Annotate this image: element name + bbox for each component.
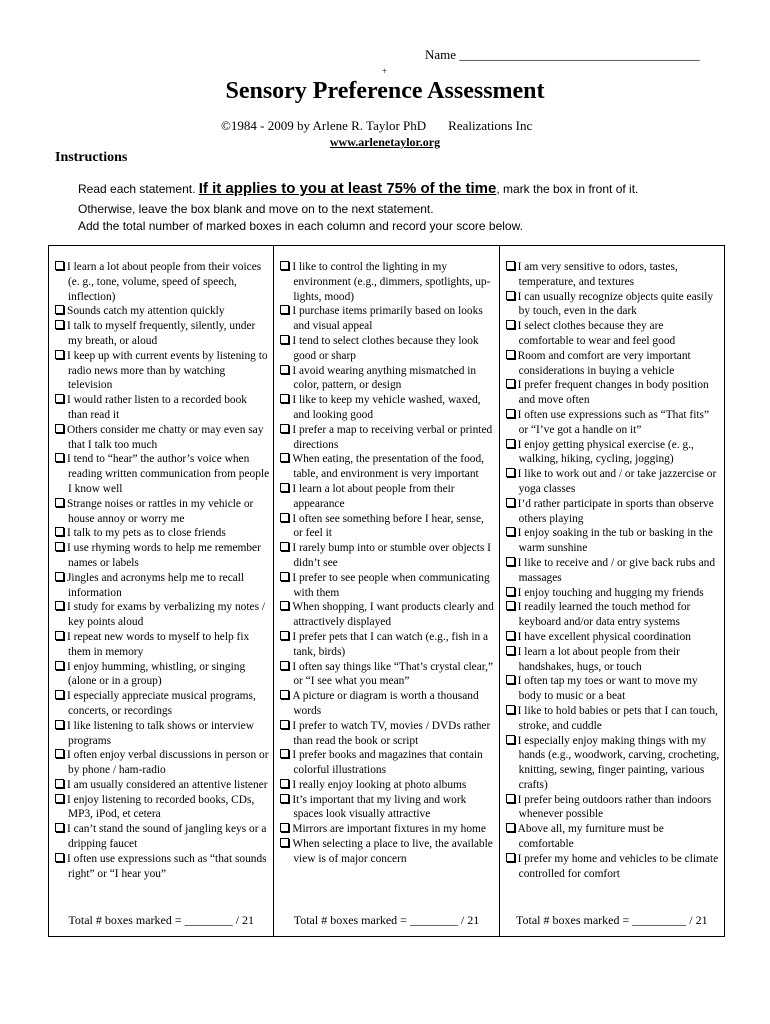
checkbox-icon[interactable]	[55, 661, 64, 670]
checkbox-icon[interactable]	[55, 424, 64, 433]
item-text: I often say things like “That’s crystal clear,” or “I see what you mean”	[292, 660, 494, 688]
item-text: I learn a lot about people from their appearance	[292, 482, 455, 510]
item-text: I repeat new words to myself to help fix them in memory	[67, 630, 250, 658]
checkbox-icon[interactable]	[55, 690, 64, 699]
checklist-item	[280, 423, 494, 453]
item-text: I learn a lot about people from their voices (e. g., tone, volume, speed of speech, inflection)	[67, 261, 262, 303]
checkbox-icon[interactable]	[55, 823, 64, 832]
checkbox-icon[interactable]	[506, 527, 515, 536]
item-text: I prefer frequent changes in body position and move often	[517, 379, 709, 407]
checklist-item	[506, 734, 720, 793]
checklist-item	[55, 423, 269, 453]
organization-name: Realizations Inc	[448, 118, 533, 133]
checklist-item	[55, 600, 269, 630]
item-text: I can’t stand the sound of jangling keys or a dripping faucet	[67, 823, 267, 851]
checklist-item	[506, 556, 720, 586]
checklist-item	[55, 319, 269, 349]
checkbox-icon[interactable]	[55, 853, 64, 862]
checklist-item	[55, 719, 269, 749]
item-text: I tend to “hear” the author’s voice when reading written communication from people I know well	[67, 453, 270, 495]
checklist-item	[55, 304, 269, 319]
item-list	[506, 260, 720, 881]
checklist-item	[506, 586, 720, 601]
instructions-heading: Instructions	[55, 150, 128, 165]
checklist-item	[55, 852, 269, 882]
checklist-item	[280, 452, 494, 482]
checklist-item	[506, 822, 720, 852]
auditory-column	[49, 246, 273, 936]
checklist-item	[55, 349, 269, 393]
checkbox-icon[interactable]	[506, 350, 515, 359]
checkbox-icon[interactable]	[280, 424, 289, 433]
item-text: I enjoy listening to recorded books, CDs, MP3, iPod, et cetera	[67, 793, 255, 821]
checkbox-icon[interactable]	[506, 468, 515, 477]
checklist-item	[506, 260, 720, 290]
checklist-item	[55, 630, 269, 660]
checkbox-icon[interactable]	[280, 394, 289, 403]
checkbox-icon[interactable]	[55, 542, 64, 551]
item-text: I purchase items primarily based on looks and visual appeal	[292, 305, 483, 333]
checklist-item	[280, 600, 494, 630]
checkbox-icon[interactable]	[506, 379, 515, 388]
checklist-item	[506, 793, 720, 823]
checklist-item	[506, 349, 720, 379]
checklist-item	[55, 748, 269, 778]
item-text: I tend to select clothes because they look good or sharp	[292, 334, 479, 362]
checkbox-icon[interactable]	[280, 261, 289, 270]
copyright-text: ©1984 - 2009 by Arlene R. Taylor PhD	[221, 118, 427, 133]
item-text: I really enjoy looking at photo albums	[292, 778, 467, 791]
checklist-item	[506, 526, 720, 556]
checkbox-icon[interactable]	[55, 350, 64, 359]
item-text: I avoid wearing anything mismatched in color, pattern, or design	[292, 364, 477, 392]
instruction-line-1	[78, 180, 638, 197]
instruction-line-3: Add the total number of marked boxes in each column and record your score below.	[78, 219, 523, 233]
checkbox-icon[interactable]	[506, 631, 515, 640]
item-text: I prefer to see people when communicating with them	[292, 571, 490, 599]
plus-mark: +	[382, 66, 388, 76]
checkbox-icon[interactable]	[55, 601, 64, 610]
checkbox-icon[interactable]	[506, 320, 515, 329]
item-text: I’d rather participate in sports than observe others playing	[517, 497, 714, 525]
item-text: I am usually considered an attentive listener	[67, 778, 268, 791]
checklist-item	[506, 378, 720, 408]
item-text: I rarely bump into or stumble over objects I didn’t see	[292, 542, 491, 569]
checkbox-icon[interactable]	[280, 779, 289, 788]
checkbox-icon[interactable]	[55, 453, 64, 462]
item-text: I like to work out and / or take jazzercise or yoga classes	[517, 468, 717, 495]
item-text: Mirrors are important fixtures in my home	[292, 823, 486, 836]
instruction-emphasis: If it applies to you at least 75% of the time	[198, 180, 497, 197]
checkbox-icon[interactable]	[280, 542, 289, 551]
checklist-item	[55, 571, 269, 601]
checkbox-icon[interactable]	[55, 631, 64, 640]
checklist-item	[506, 438, 720, 468]
checkbox-icon[interactable]	[506, 853, 515, 862]
checklist-item	[280, 748, 494, 778]
checklist-item	[55, 822, 269, 852]
checklist-item	[280, 822, 494, 837]
item-text: When shopping, I want products clearly and attractively displayed	[292, 601, 494, 629]
checklist-item	[280, 512, 494, 542]
checklist-item	[280, 719, 494, 749]
assessment-table	[48, 245, 725, 937]
checklist-item	[280, 793, 494, 823]
column-total: Total # boxes marked = ________ / 21	[68, 913, 254, 927]
checkbox-icon[interactable]	[280, 690, 289, 699]
page-title: Sensory Preference Assessment	[225, 78, 545, 104]
item-text: I can usually recognize objects quite easily by touch, even in the dark	[517, 290, 714, 318]
checklist-item	[280, 393, 494, 423]
checkbox-icon[interactable]	[55, 261, 64, 270]
checklist-item	[506, 630, 720, 645]
item-text: I would rather listen to a recorded book than read it	[67, 394, 247, 421]
item-text: Room and comfort are very important considerations in buying a vehicle	[517, 349, 691, 377]
checklist-item	[506, 467, 720, 497]
checkbox-icon[interactable]	[55, 498, 64, 507]
checkbox-icon[interactable]	[55, 794, 64, 803]
item-text: I especially appreciate musical programs, concerts, or recordings	[67, 690, 256, 717]
checklist-item	[280, 541, 494, 571]
checklist-item	[55, 778, 269, 793]
checkbox-icon[interactable]	[280, 661, 289, 670]
checkbox-icon[interactable]	[55, 394, 64, 403]
checklist-item	[55, 260, 269, 304]
checkbox-icon[interactable]	[506, 439, 515, 448]
checkbox-icon[interactable]	[506, 601, 515, 610]
item-text: I often see something before I hear, sense, or feel it	[292, 512, 484, 540]
checkbox-icon[interactable]	[280, 838, 289, 847]
item-text: I prefer pets that I can watch (e.g., fish in a tank, birds)	[292, 630, 489, 658]
checkbox-icon[interactable]	[506, 675, 515, 684]
checkbox-icon[interactable]	[506, 261, 515, 270]
item-text: I often use expressions such as “that sounds right” or “I hear you”	[67, 852, 267, 880]
item-text: I prefer being outdoors rather than indoors whenever possible	[517, 793, 712, 821]
item-list	[55, 260, 269, 881]
item-text: I often enjoy verbal discussions in person or by phone / ham-radio	[67, 749, 269, 777]
item-text: I like to keep my vehicle washed, waxed, and looking good	[292, 394, 481, 421]
instruction-line-1-end: , mark the box in front of it.	[496, 182, 639, 196]
item-text: I study for exams by verbalizing my notes / key points aloud	[67, 601, 266, 629]
checkbox-icon[interactable]	[55, 720, 64, 729]
item-text: I like listening to talk shows or interview programs	[67, 719, 254, 747]
name-field-label: Name _____________________________________	[425, 47, 700, 62]
checkbox-icon[interactable]	[506, 794, 515, 803]
checklist-item	[506, 852, 720, 882]
checklist-item	[55, 689, 269, 719]
checklist-item	[280, 364, 494, 394]
checkbox-icon[interactable]	[506, 735, 515, 744]
instruction-line-1-start: Read each statement.	[78, 182, 196, 196]
item-text: I enjoy touching and hugging my friends	[517, 586, 704, 599]
item-text: I enjoy getting physical exercise (e. g., walking, hiking, cycling, jogging)	[517, 438, 694, 466]
checklist-item	[55, 393, 269, 423]
checkbox-icon[interactable]	[280, 572, 289, 581]
item-text: I prefer books and magazines that contain colorful illustrations	[292, 749, 483, 777]
checklist-item	[55, 452, 269, 496]
checkbox-icon[interactable]	[55, 305, 64, 314]
item-text: I prefer a map to receiving verbal or printed directions	[292, 423, 493, 451]
item-text: I am very sensitive to odors, tastes, temperature, and textures	[517, 261, 678, 288]
item-text: I prefer to watch TV, movies / DVDs rather than read the book or script	[292, 719, 491, 747]
checklist-item	[506, 497, 720, 527]
checklist-item	[55, 526, 269, 541]
checkbox-icon[interactable]	[506, 291, 515, 300]
item-text: I talk to myself frequently, silently, under my breath, or aloud	[67, 320, 256, 347]
checkbox-icon[interactable]	[280, 365, 289, 374]
checklist-item	[280, 260, 494, 304]
item-text: I prefer my home and vehicles to be climate controlled for comfort	[517, 852, 719, 880]
checklist-item	[506, 645, 720, 675]
checklist-item	[506, 319, 720, 349]
item-text: I like to receive and / or give back rubs and massages	[517, 556, 716, 584]
item-text: I often tap my toes or want to move my body to music or a beat	[517, 675, 698, 703]
item-text: I use rhyming words to help me remember names or labels	[67, 542, 261, 569]
checkbox-icon[interactable]	[280, 335, 289, 344]
checkbox-icon[interactable]	[55, 749, 64, 758]
checklist-item	[506, 290, 720, 320]
checkbox-icon[interactable]	[280, 794, 289, 803]
item-text: I often use expressions such as “That fits” or “I’ve got a handle on it”	[517, 408, 710, 436]
checkbox-icon[interactable]	[280, 305, 289, 314]
item-text: I like to hold babies or pets that I can touch, stroke, and cuddle	[517, 704, 718, 732]
checklist-item	[280, 334, 494, 364]
item-text: When selecting a place to live, the available view is of major concern	[292, 838, 493, 865]
checklist-item	[280, 630, 494, 660]
checkbox-icon[interactable]	[506, 823, 515, 832]
checkbox-icon[interactable]	[506, 705, 515, 714]
checklist-item	[506, 704, 720, 734]
checklist-item	[55, 793, 269, 823]
checkbox-icon[interactable]	[280, 720, 289, 729]
checkbox-icon[interactable]	[280, 453, 289, 462]
checklist-item	[280, 837, 494, 867]
item-text: I select clothes because they are comfortable to wear and feel good	[517, 320, 676, 347]
item-text: I readily learned the touch method for keyboard and/or data entry systems	[517, 601, 691, 629]
checklist-item	[55, 497, 269, 527]
checklist-item	[280, 689, 494, 719]
checkbox-icon[interactable]	[506, 646, 515, 655]
item-text: I have excellent physical coordination	[517, 630, 691, 643]
item-list	[280, 260, 494, 867]
item-text: Strange noises or rattles in my vehicle or house annoy or worry me	[67, 497, 254, 525]
item-text: I learn a lot about people from their handshakes, hugs, or touch	[517, 645, 680, 673]
item-text: I talk to my pets as to close friends	[67, 527, 226, 540]
checkbox-icon[interactable]	[280, 823, 289, 832]
instruction-line-2: Otherwise, leave the box blank and move on to the next statement.	[78, 202, 434, 216]
checkbox-icon[interactable]	[55, 779, 64, 788]
checklist-item	[55, 660, 269, 690]
item-text: Above all, my furniture must be comfortable	[517, 823, 664, 851]
item-text: It’s important that my living and work spaces look visually attractive	[292, 793, 467, 821]
item-text: I enjoy humming, whistling, or singing (alone or in a group)	[67, 660, 246, 688]
checkbox-icon[interactable]	[280, 749, 289, 758]
checkbox-icon[interactable]	[280, 483, 289, 492]
checkbox-icon[interactable]	[55, 572, 64, 581]
item-text: Jingles and acronyms help me to recall information	[67, 571, 245, 599]
checklist-item	[280, 778, 494, 793]
item-text: I like to control the lighting in my environment (e.g., dimmers, spotlights, up-lights, mood)	[292, 261, 491, 303]
column-total: Total # boxes marked = ________ / 21	[293, 913, 480, 927]
website-link[interactable]: www.arlenetaylor.org	[329, 135, 441, 149]
visual-column	[273, 246, 498, 936]
checkbox-icon[interactable]	[55, 527, 64, 536]
item-text: Others consider me chatty or may even say that I talk too much	[67, 423, 264, 451]
checkbox-icon[interactable]	[280, 513, 289, 522]
checkbox-icon[interactable]	[280, 601, 289, 610]
item-text: Sounds catch my attention quickly	[67, 305, 225, 318]
checklist-item	[280, 571, 494, 601]
checklist-item	[55, 541, 269, 571]
checklist-item	[280, 482, 494, 512]
checklist-item	[280, 660, 494, 690]
copyright-line	[221, 118, 532, 134]
item-text: I keep up with current events by listening to radio news more than by watching television	[67, 349, 268, 392]
item-text: A picture or diagram is worth a thousand words	[292, 690, 479, 717]
item-text: I especially enjoy making things with my hands (e.g., woodwork, carving, crocheting, knitting, sewing, finger painting, various crafts)	[517, 734, 720, 791]
checkbox-icon[interactable]	[506, 557, 515, 566]
item-text: I enjoy soaking in the tub or basking in the warm sunshine	[517, 527, 713, 555]
checkbox-icon[interactable]	[55, 320, 64, 329]
column-total: Total # boxes marked = _________ / 21	[516, 913, 708, 927]
checklist-item	[506, 600, 720, 630]
checklist-item	[506, 408, 720, 438]
checkbox-icon[interactable]	[506, 409, 515, 418]
checklist-item	[280, 304, 494, 334]
checkbox-icon[interactable]	[280, 631, 289, 640]
checkbox-icon[interactable]	[506, 498, 515, 507]
item-text: When eating, the presentation of the food, table, and environment is very important	[292, 453, 485, 481]
checklist-item	[506, 674, 720, 704]
kinesthetic-column	[499, 246, 724, 936]
checkbox-icon[interactable]	[506, 587, 515, 596]
